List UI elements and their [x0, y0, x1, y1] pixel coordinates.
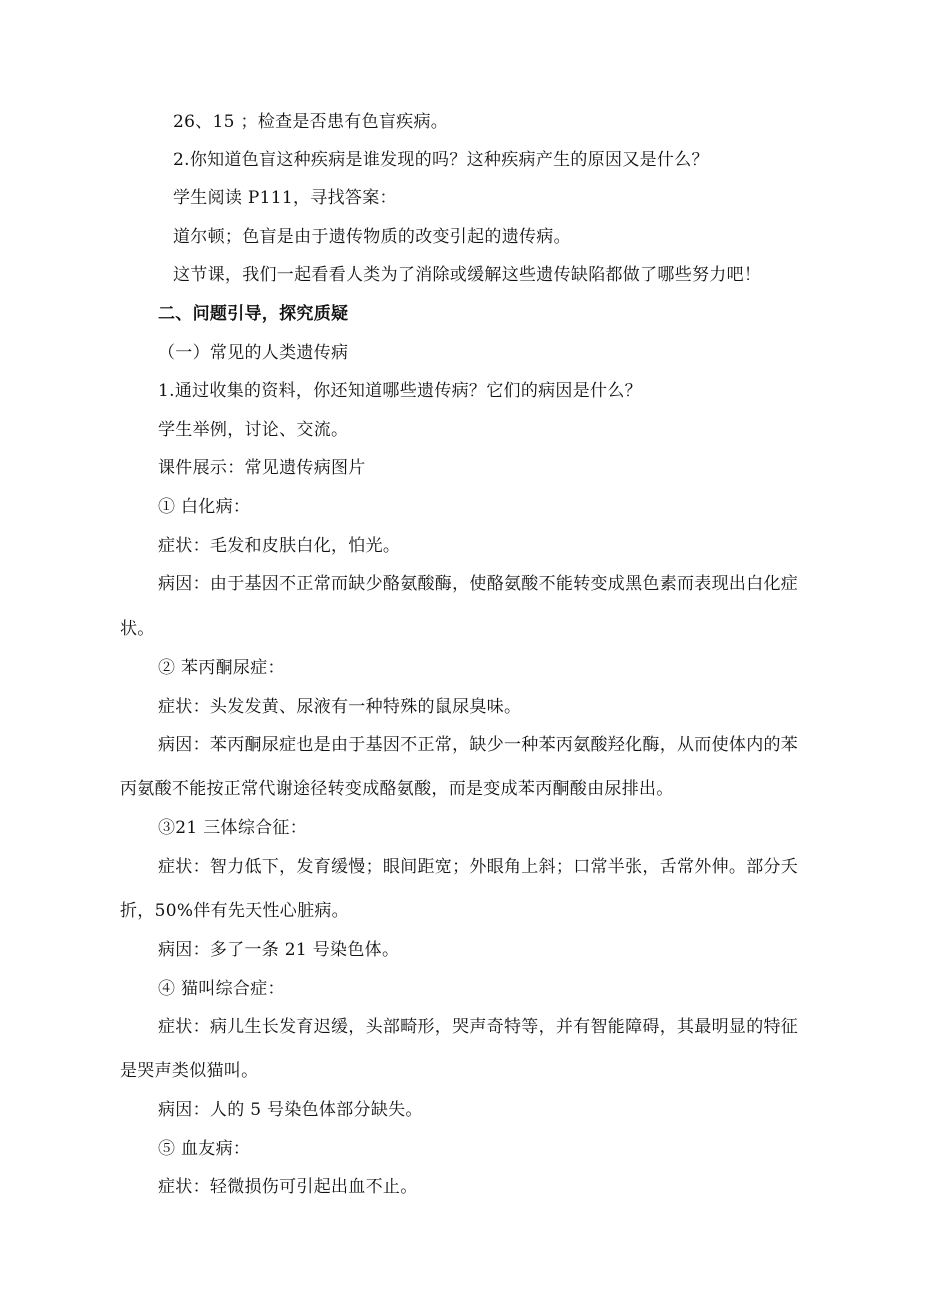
disease-heading: ② 苯丙酮尿症： — [158, 658, 285, 678]
text-line: 是哭声类似猫叫。 — [120, 1061, 259, 1081]
text-line: 病因：多了一条 21 号染色体。 — [158, 940, 400, 960]
text-line: 病因：由于基因不正常而缺少酪氨酸酶，使酪氨酸不能转变成黑色素而表现出白化症 — [158, 574, 799, 594]
text-line: 丙氨酸不能按正常代谢途径转变成酪氨酸，而是变成苯丙酮酸由尿排出。 — [120, 779, 674, 799]
text-line: 学生举例，讨论、交流。 — [158, 420, 349, 440]
text-line: 26、15 ；检查是否患有色盲疾病。 — [173, 112, 449, 132]
text-line: 学生阅读 P111，寻找答案： — [173, 188, 397, 208]
text-line: 症状：轻微损伤可引起出血不止。 — [158, 1177, 418, 1197]
text-line: 症状：毛发和皮肤白化，怕光。 — [158, 536, 401, 556]
disease-heading: ⑤ 血友病： — [158, 1139, 251, 1159]
text-line: 这节课，我们一起看看人类为了消除或缓解这些遗传缺陷都做了哪些努力吧！ — [173, 265, 762, 285]
text-line: 状。 — [120, 619, 155, 639]
text-line: 1.通过收集的资料，你还知道哪些遗传病？它们的病因是什么？ — [158, 381, 642, 401]
section-heading: 二、问题引导，探究质疑 — [158, 304, 349, 324]
disease-heading: ① 白化病： — [158, 497, 251, 517]
disease-heading: ③21 三体综合征： — [158, 818, 308, 838]
subsection-heading: （一）常见的人类遗传病 — [158, 343, 349, 363]
text-line: 症状：病儿生长发育迟缓，头部畸形，哭声奇特等，并有智能障碍，其最明显的特征 — [158, 1017, 799, 1037]
text-line: 2.你知道色盲这种疾病是谁发现的吗？这种疾病产生的原因又是什么？ — [173, 150, 709, 170]
text-line: 折，50%伴有先天性心脏病。 — [120, 901, 349, 921]
disease-heading: ④ 猫叫综合症： — [158, 979, 285, 999]
text-line: 道尔顿；色盲是由于遗传物质的改变引起的遗传病。 — [173, 227, 571, 247]
text-line: 课件展示：常见遗传病图片 — [158, 458, 366, 478]
text-line: 症状：智力低下，发育缓慢；眼间距宽；外眼角上斜；口常半张，舌常外伸。部分夭 — [158, 857, 799, 877]
text-line: 症状：头发发黄、尿液有一种特殊的鼠尿臭味。 — [158, 697, 522, 717]
text-line: 病因：人的 5 号染色体部分缺失。 — [158, 1100, 423, 1120]
text-line: 病因：苯丙酮尿症也是由于基因不正常，缺少一种苯丙氨酸羟化酶，从而使体内的苯 — [158, 735, 799, 755]
